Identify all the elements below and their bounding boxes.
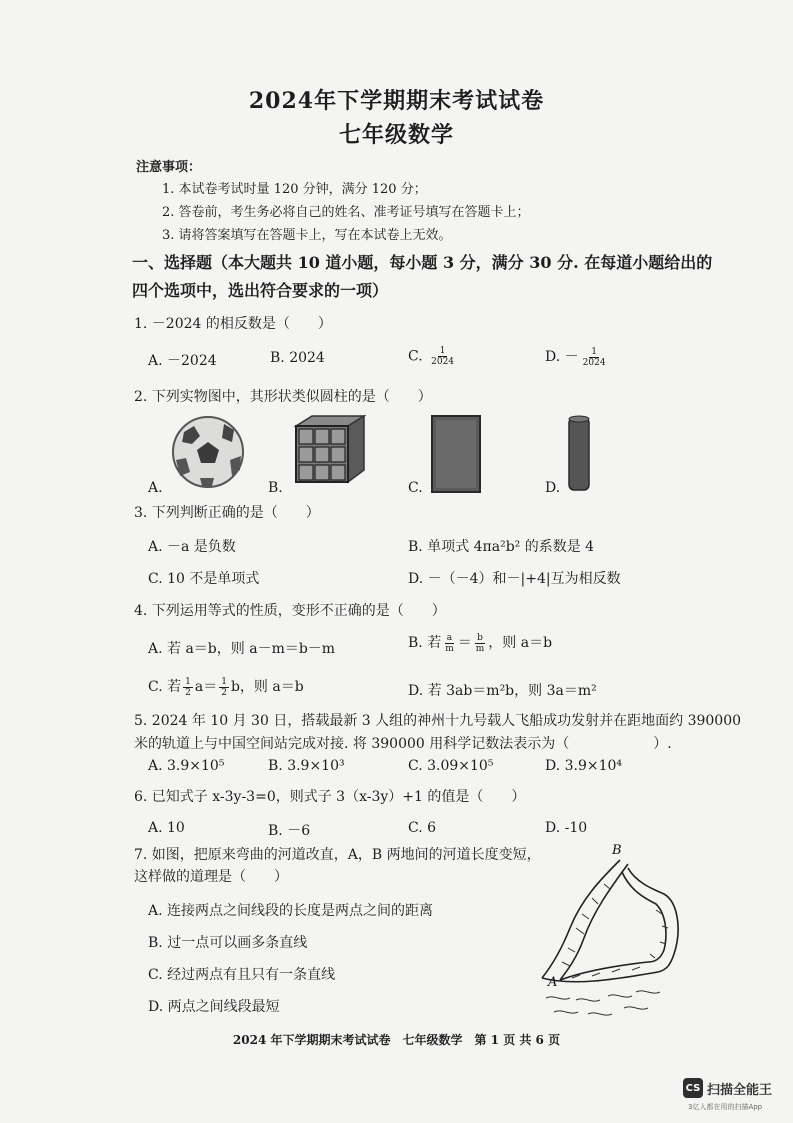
question-7-line1: 7. 如图，把原来弯曲的河道改直，A，B 两地间的河道长度变短， xyxy=(134,847,541,863)
page-footer: 2024 年下学期期末考试试卷 七年级数学 第 1 页 共 6 页 xyxy=(232,1033,561,1047)
fraction xyxy=(474,633,487,654)
option-text: ＝ xyxy=(457,635,472,651)
question-3-option-d: D. －（－4）和－|+4|互为相反数 xyxy=(408,571,621,587)
question-4-option-b xyxy=(408,632,552,654)
fraction-numerator: 1 xyxy=(591,346,597,357)
fraction xyxy=(429,346,456,367)
fraction-numerator: 1 xyxy=(221,676,227,687)
question-7-option-d: D. 两点之间线段最短 xyxy=(148,999,280,1015)
fraction-denominator: 2 xyxy=(221,687,227,698)
question-1-option-b: B. 2024 xyxy=(270,350,325,366)
fraction xyxy=(183,677,193,698)
box-image xyxy=(430,414,482,494)
question-5-option-a: A. 3.9×10⁵ xyxy=(148,758,225,774)
section-heading-line1: 一、选择题（本大题共 10 道小题，每小题 3 分，满分 30 分. 在每道小题给出的 xyxy=(132,253,713,272)
question-6-stem: 6. 已知式子 x-3y-3=0，则式子 3（x-3y）+1 的值是（ ） xyxy=(134,789,526,805)
question-5-option-b: B. 3.9×10³ xyxy=(268,758,345,774)
camscanner-tagline: 3亿人都在用的扫描App xyxy=(688,1103,763,1111)
rubiks-cube-image xyxy=(290,414,368,486)
question-2-option-a: A. xyxy=(148,480,163,496)
fraction xyxy=(219,677,229,698)
question-2-option-b: B. xyxy=(268,480,283,496)
question-4-option-c xyxy=(148,676,304,698)
question-1-option-a: A. －2024 xyxy=(148,353,217,369)
point-a-label: A xyxy=(548,975,558,990)
question-3-option-a: A. －a 是负数 xyxy=(148,539,236,555)
exam-title: 2024年下学期期末考试试卷 xyxy=(248,88,545,114)
question-5-line2: 米的轨道上与中国空间站完成对接. 将 390000 用科学记数法表示为（ ）. xyxy=(134,736,672,752)
river-diagram xyxy=(532,838,692,1028)
point-b-label: B xyxy=(612,843,622,858)
fraction-denominator: m xyxy=(475,643,485,654)
fraction xyxy=(443,633,456,654)
fraction-denominator: 2024 xyxy=(431,357,455,367)
question-2-option-c: C. xyxy=(408,480,423,496)
question-7-option-c: C. 经过两点有且只有一条直线 xyxy=(148,967,336,983)
note-item-3: 3. 请将答案填写在答题卡上，写在本试卷上无效。 xyxy=(162,228,452,243)
question-5-option-c: C. 3.09×10⁵ xyxy=(408,758,494,774)
fraction-denominator: 2024 xyxy=(582,357,606,368)
question-4-option-d: D. 若 3ab＝m²b，则 3a＝m² xyxy=(408,683,597,699)
camscanner-logo-icon: CS xyxy=(683,1078,703,1098)
option-d-sign: － xyxy=(564,349,579,365)
fraction-numerator: a xyxy=(446,632,453,643)
camscanner-name: 扫描全能王 xyxy=(707,1083,773,1098)
question-7-option-a: A. 连接两点之间线段的长度是两点之间的距离 xyxy=(148,903,434,919)
question-1-option-c xyxy=(408,346,458,367)
option-d-label: D. xyxy=(545,349,561,365)
question-3-option-c: C. 10 不是单项式 xyxy=(148,571,260,587)
soccer-ball-image xyxy=(170,414,246,490)
question-6-option-c: C. 6 xyxy=(408,820,437,836)
question-4-option-a: A. 若 a＝b，则 a－m＝b－m xyxy=(148,641,336,657)
fraction-denominator: m xyxy=(445,643,454,654)
fraction-numerator: 1 xyxy=(185,676,191,687)
question-6-option-d: D. -10 xyxy=(545,820,588,836)
note-item-1: 1. 本试卷考试时量 120 分钟，满分 120 分； xyxy=(162,182,427,197)
option-text: C. 若 xyxy=(148,679,182,695)
question-4-stem: 4. 下列运用等式的性质，变形不正确的是（ ） xyxy=(134,603,446,619)
exam-subtitle: 七年级数学 xyxy=(338,122,454,148)
option-text: a＝ xyxy=(194,679,218,695)
question-2-option-d: D. xyxy=(545,480,561,496)
question-1-stem: 1. －2024 的相反数是（ ） xyxy=(134,316,332,332)
section-heading-line2: 四个选项中，选出符合要求的一项） xyxy=(132,281,389,300)
cylinder-image xyxy=(566,414,592,494)
question-5-option-d: D. 3.9×10⁴ xyxy=(545,758,623,774)
question-5-line1: 5. 2024 年 10 月 30 日，搭载最新 3 人组的神州十九号载人飞船成功发射并在距地面约 390000 xyxy=(134,713,742,729)
question-3-stem: 3. 下列判断正确的是（ ） xyxy=(134,505,320,521)
fraction-numerator: 1 xyxy=(439,346,446,356)
question-7-option-b: B. 过一点可以画多条直线 xyxy=(148,935,308,951)
note-item-2: 2. 答卷前，考生务必将自己的姓名、准考证号填写在答题卡上； xyxy=(162,205,530,220)
question-6-option-a: A. 10 xyxy=(148,820,185,836)
question-3-option-b: B. 单项式 4πa²b² 的系数是 4 xyxy=(408,539,595,555)
question-2-stem: 2. 下列实物图中，其形状类似圆柱的是（ ） xyxy=(134,389,432,405)
fraction-numerator: b xyxy=(477,632,483,643)
question-1-option-d xyxy=(545,346,610,368)
option-text: B. 若 xyxy=(408,635,442,651)
option-text: ，则 a＝b xyxy=(488,635,553,651)
option-text: b，则 a＝b xyxy=(230,679,304,695)
option-c-label: C. xyxy=(408,348,423,365)
question-7-line2: 这样做的道理是（ ） xyxy=(134,869,288,885)
notes-heading: 注意事项： xyxy=(136,160,202,175)
fraction xyxy=(581,347,608,368)
question-6-option-b: B. －6 xyxy=(268,823,311,839)
fraction-denominator: 2 xyxy=(185,687,191,698)
